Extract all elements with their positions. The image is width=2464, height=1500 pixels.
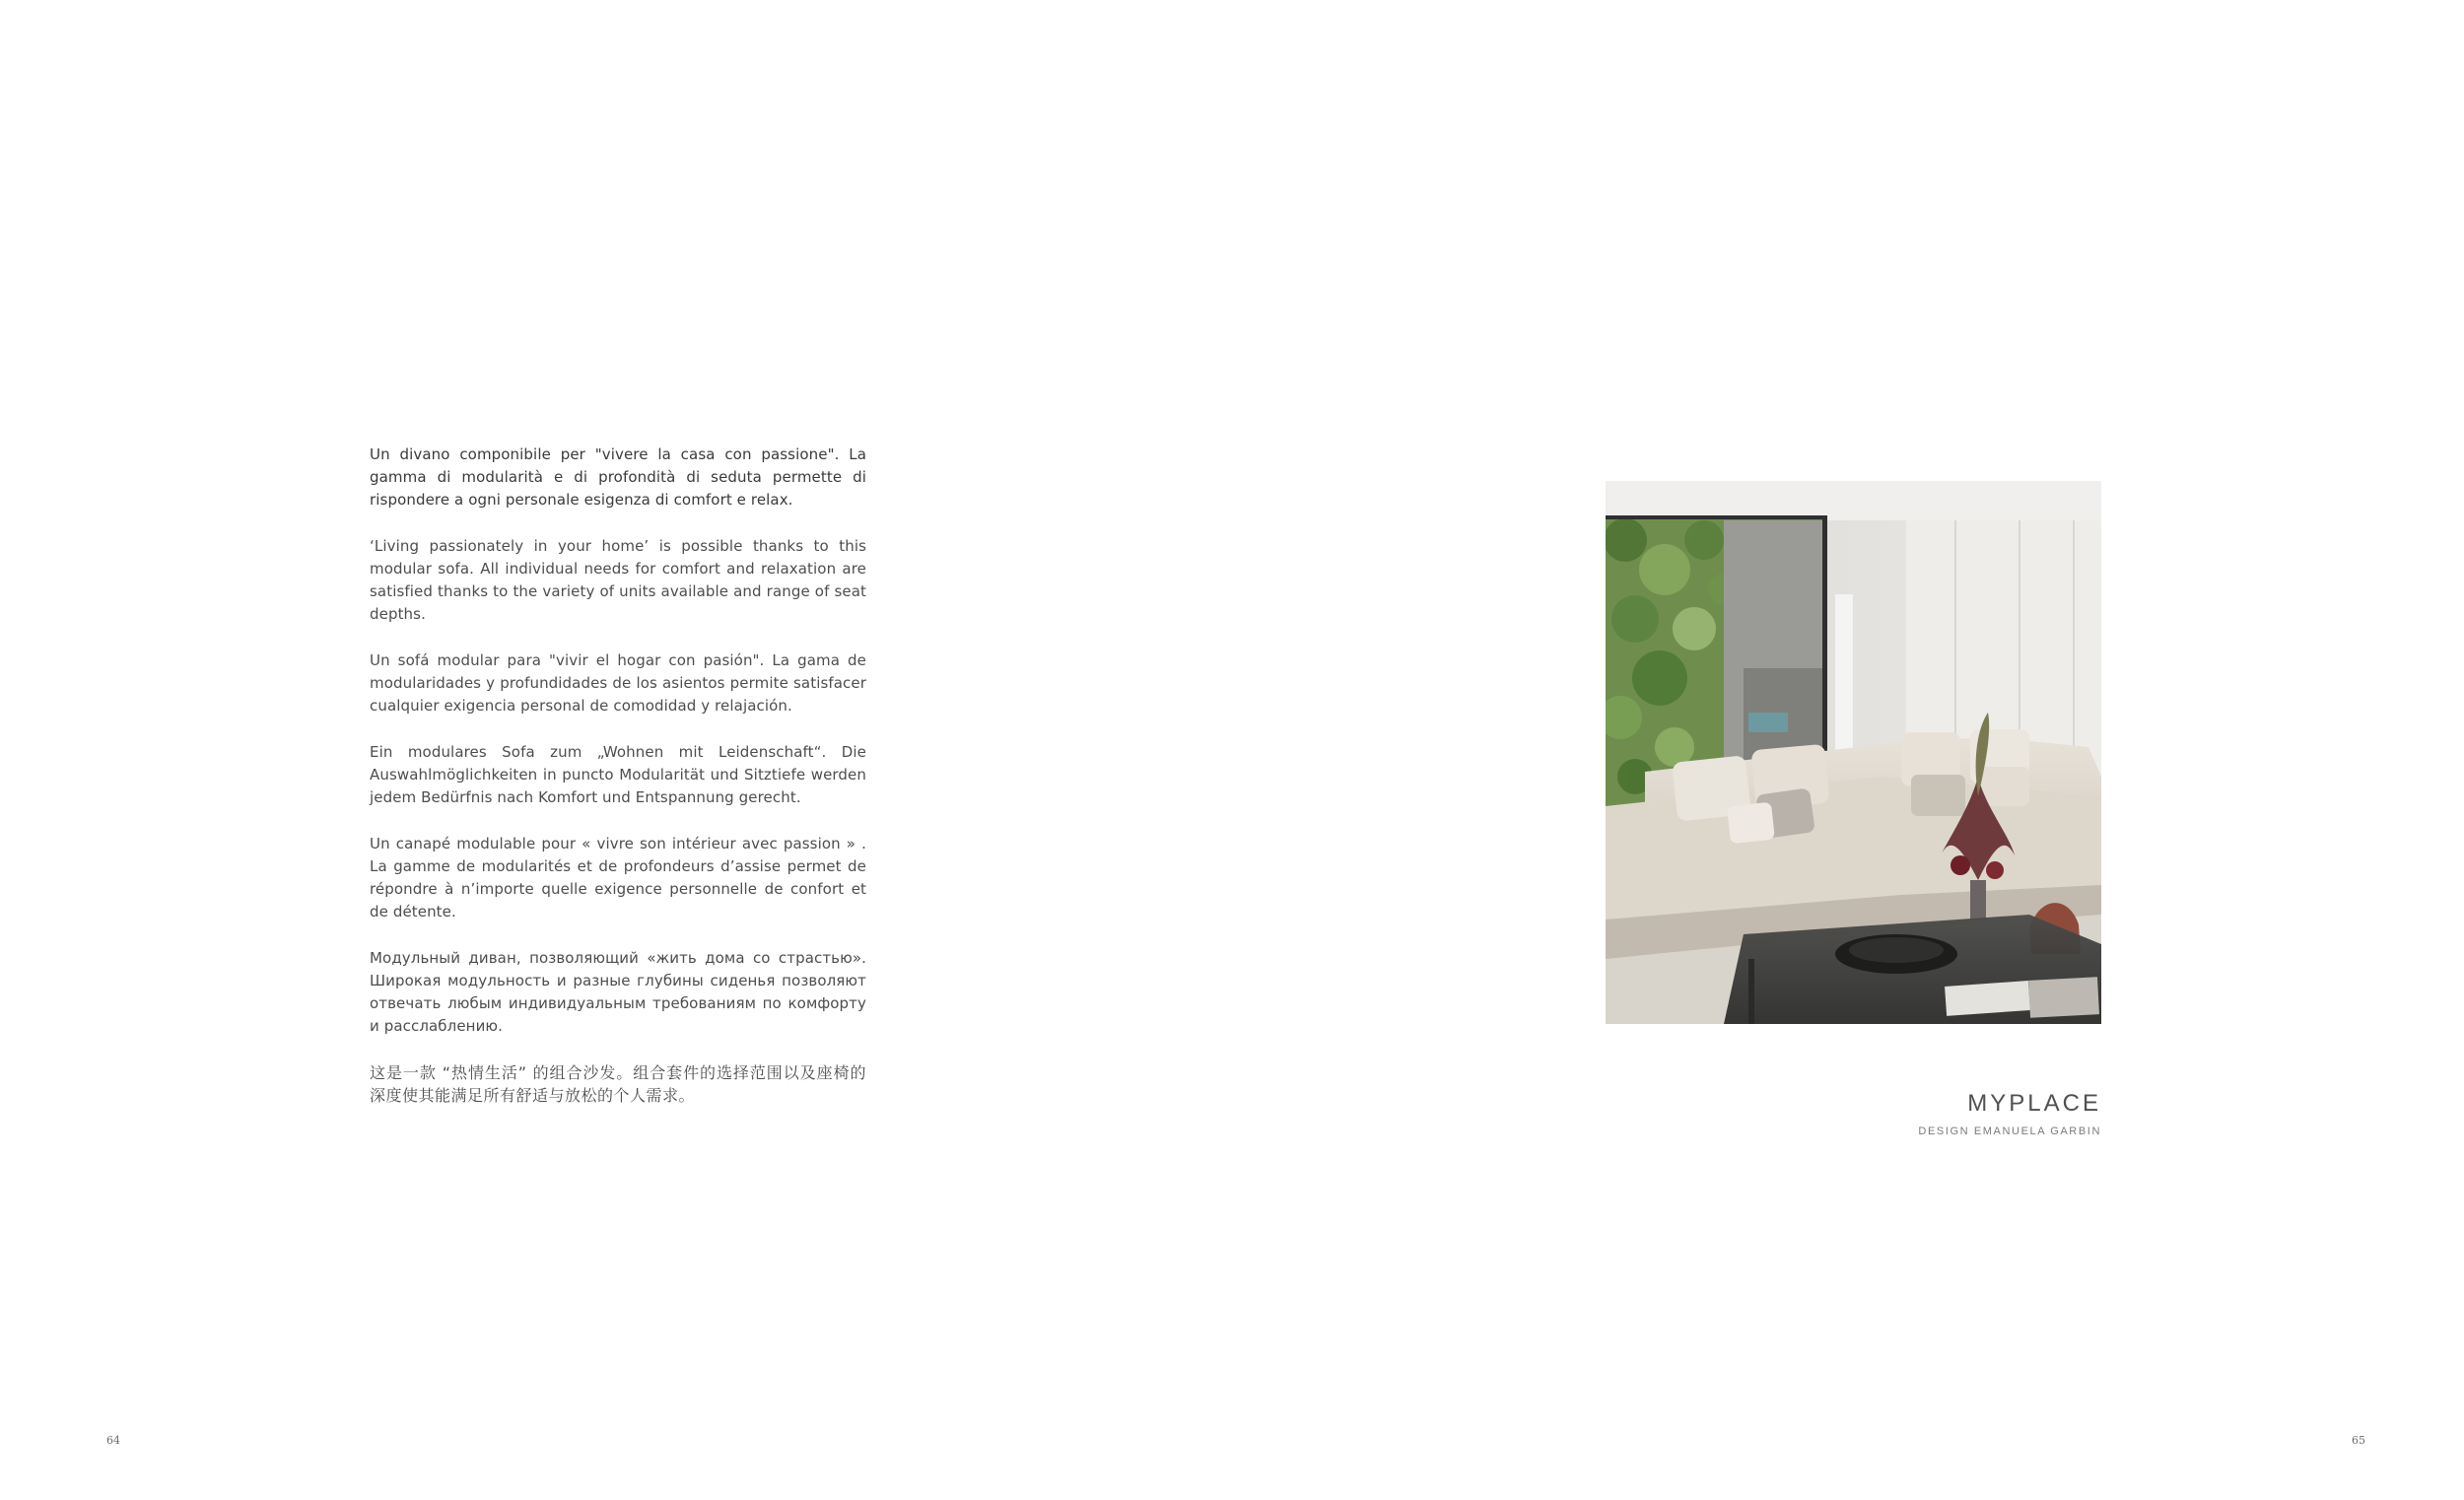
page-number-left: 64	[106, 1434, 120, 1447]
product-name: MYPLACE	[1967, 1090, 2101, 1117]
description-spanish: Un sofá modular para "vivir el hogar con pasión". La gama de modularidades y profundidades de los asientos permite satisfacer cualquier exigencia personal de comodidad y relajación.	[370, 651, 866, 715]
product-photo	[1606, 481, 2101, 1024]
description-english: ‘Living passionately in your home’ is possible thanks to this modular sofa. All individual needs for comfort and relaxation are satisfied thanks to the variety of units available and range of seat depths.	[370, 537, 866, 623]
description-russian: Модульный диван, позволяющий «жить дома со страстью». Широкая модульность и разные глубины сиденья позволяют отвечать любым индивидуальным требованиям по комфорту и расслаблению.	[370, 949, 866, 1035]
description-chinese: 这是一款 “热情生活” 的组合沙发。组合套件的选择范围以及座椅的深度使其能满足所有舒适与放松的个人需求。	[370, 1063, 866, 1105]
description-german: Ein modulares Sofa zum „Wohnen mit Leidenschaft“. Die Auswahlmöglichkeiten in puncto Modularität und Sitztiefe werden jedem Bedürfnis nach Komfort und Entspannung gerecht.	[370, 743, 866, 806]
product-designer: DESIGN EMANUELA GARBIN	[1918, 1125, 2101, 1137]
page-number-right: 65	[2352, 1434, 2365, 1447]
description-italian: Un divano componibile per "vivere la casa con passione". La gamma di modularità e di profondità di seduta permette di rispondere a ogni personale esigenza di comfort e relax.	[370, 445, 866, 509]
description-column	[370, 443, 866, 1130]
description-french: Un canapé modulable pour « vivre son intérieur avec passion » . La gamme de modularités et de profondeurs d’assise permet de répondre à n’importe quelle exigence personnelle de confort et de détente.	[370, 835, 866, 920]
